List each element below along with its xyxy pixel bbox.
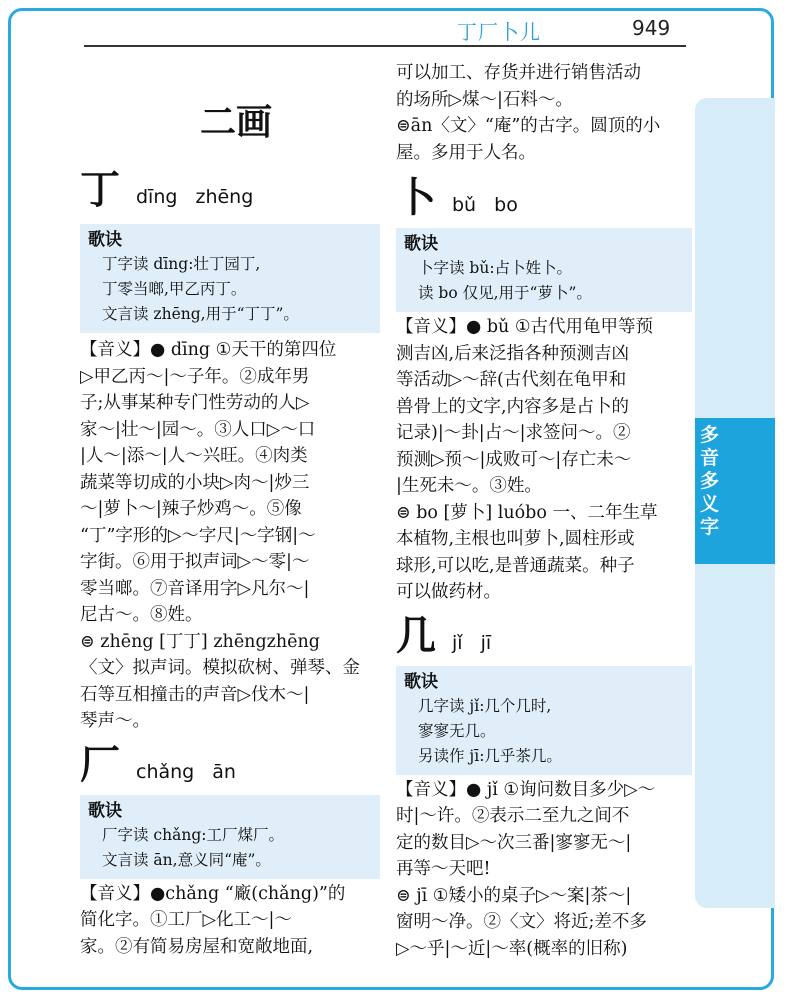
definition-line: 【音义】● dīng ①天干的第四位 — [80, 340, 337, 360]
koujue-line: 丁零当啷,甲乙丙丁。 — [102, 280, 247, 298]
definition-line: ▷～乎|～近|～率(概率的旧称) — [396, 938, 628, 959]
definition-block — [80, 337, 380, 735]
definition-line: |人～|添～|人～兴旺。④肉类 — [80, 446, 308, 466]
koujue-title: 歌诀 — [404, 234, 438, 254]
definition-line: 家～|壮～|园～。③人口▷～口 — [80, 419, 316, 440]
entry-ding — [80, 168, 380, 212]
definition-line: 【音义】● bǔ ①古代用龟甲等预 — [396, 317, 654, 337]
entry-hanzi: 丁 — [80, 166, 120, 213]
header-rule — [84, 45, 686, 47]
entry-chang — [80, 740, 380, 788]
entry-pinyin: jǐ jī — [452, 631, 492, 654]
entry-hanzi: 厂 — [80, 740, 120, 788]
definition-line: 零当啷。⑦音译用字▷凡尔～| — [80, 578, 310, 599]
right-column — [396, 60, 692, 962]
section-title: 二画 — [200, 101, 273, 143]
definition-line: 球形,可以吃,是普通蔬菜。种子 — [396, 555, 635, 576]
definition-line: 【音义】●chǎng “廠(chǎng)”的 — [80, 883, 346, 904]
entry-pinyin: bǔ bo — [452, 194, 518, 216]
definition-line: ⊜ān〈文〉“庵”的古字。圆顶的小 — [396, 116, 661, 136]
koujue-line: 卜字读 bǔ:占卜姓卜。 — [418, 259, 573, 277]
koujue-line: 文言读 zhēng,用于“丁丁”。 — [102, 305, 299, 323]
definition-line: 可以做药材。 — [396, 582, 501, 602]
koujue-title: 歌诀 — [404, 671, 438, 692]
definition-line: 屋。多用于人名。 — [396, 142, 536, 163]
definition-line: 兽骨上的文字,内容多是占卜的 — [396, 396, 630, 417]
definition-line: 尼古～。⑧姓。 — [80, 605, 203, 625]
side-tab-label: 多音多义字 — [700, 424, 720, 538]
definition-line: 琴声～。 — [80, 711, 150, 731]
koujue-line: 寥寥无几。 — [418, 721, 496, 740]
koujue-box — [80, 224, 380, 333]
definition-line: 再等～天吧! — [396, 859, 491, 879]
definition-block — [396, 777, 692, 963]
definition-line: 可以加工、存货并进行销售活动 — [396, 63, 641, 83]
definition-line: ⊜ zhēng [丁丁] zhēngzhēng — [80, 631, 320, 652]
definition-block — [396, 314, 692, 606]
definition-line: |生死未～。③姓。 — [396, 476, 542, 496]
koujue-box — [80, 795, 380, 879]
definition-line: 蔬菜等切成的小块▷肉～|炒三 — [80, 472, 310, 493]
definition-line: 子;从事某种专门性劳动的人▷ — [80, 393, 310, 413]
koujue-title: 歌诀 — [88, 230, 122, 250]
definition-line: 简化字。①工厂▷化工～|～ — [80, 910, 292, 930]
definition-line: ▷甲乙丙～|～子年。②成年男 — [80, 366, 310, 387]
definition-line: 字街。⑥用于拟声词▷～零|～ — [80, 552, 310, 572]
definition-line: 窗明～净。②〈文〉将近;差不多 — [396, 912, 647, 932]
definition-line: ⊜ bo [萝卜] luóbo 一、二年生草 — [396, 502, 658, 523]
definition-block — [396, 60, 692, 166]
definition-line: 记录)|～卦|占～|求签问～。② — [396, 423, 631, 443]
definition-line: 【音义】● jǐ ①询问数目多少▷～ — [396, 779, 656, 800]
definition-line: 预测▷预～|成败可～|存亡未～ — [396, 449, 632, 470]
definition-line: 本植物,主根也叫萝卜,圆柱形或 — [396, 529, 635, 549]
definition-line: 测吉凶,后来泛指各种预测吉凶 — [396, 343, 630, 364]
entry-bu — [396, 176, 692, 220]
definition-line: 定的数目▷～次三番|寥寥无～| — [396, 832, 632, 853]
koujue-title: 歌诀 — [88, 800, 122, 821]
koujue-box — [396, 666, 692, 775]
koujue-line: 丁字读 dīng:壮丁园丁, — [102, 255, 261, 273]
definition-line: 〈文〉拟声词。模拟砍树、弹琴、金 — [80, 658, 360, 678]
koujue-line: 几字读 jǐ:几个几时, — [418, 696, 552, 715]
entry-pinyin: chǎng ān — [136, 760, 236, 783]
page-number: 949 — [632, 16, 671, 40]
koujue-line: 厂字读 chǎng:工厂煤厂。 — [102, 825, 284, 844]
header-index-chars: 丁厂卜儿 — [457, 20, 541, 44]
entry-ji — [396, 611, 692, 659]
definition-line: 石等互相撞击的声音▷伐木～| — [80, 684, 310, 705]
definition-block — [80, 881, 380, 961]
koujue-line: 文言读 ān,意义同“庵”。 — [102, 850, 271, 869]
koujue-box — [396, 228, 692, 312]
entry-hanzi: 卜 — [396, 174, 436, 221]
koujue-line: 另读作 jī:几乎茶几。 — [418, 746, 562, 765]
definition-line: 等活动▷～辞(古代刻在龟甲和 — [396, 370, 627, 390]
left-column — [80, 168, 380, 960]
entry-hanzi: 几 — [396, 611, 436, 659]
definition-line: 时|～许。②表示二至九之间不 — [396, 806, 630, 826]
definition-line: ⊜ jī ①矮小的桌子▷～案|茶～| — [396, 885, 632, 906]
definition-line: “丁”字形的▷～字尺|～字钢|～ — [80, 525, 316, 546]
definition-line: ～|萝卜～|辣子炒鸡～。⑤像 — [80, 499, 302, 519]
definition-line: 的场所▷煤～|石料～。 — [396, 89, 573, 110]
definition-line: 家。②有简易房屋和宽敞地面, — [80, 936, 314, 957]
entry-pinyin: dīng zhēng — [136, 186, 254, 208]
koujue-line: 读 bo 仅见,用于“萝卜”。 — [418, 284, 592, 302]
